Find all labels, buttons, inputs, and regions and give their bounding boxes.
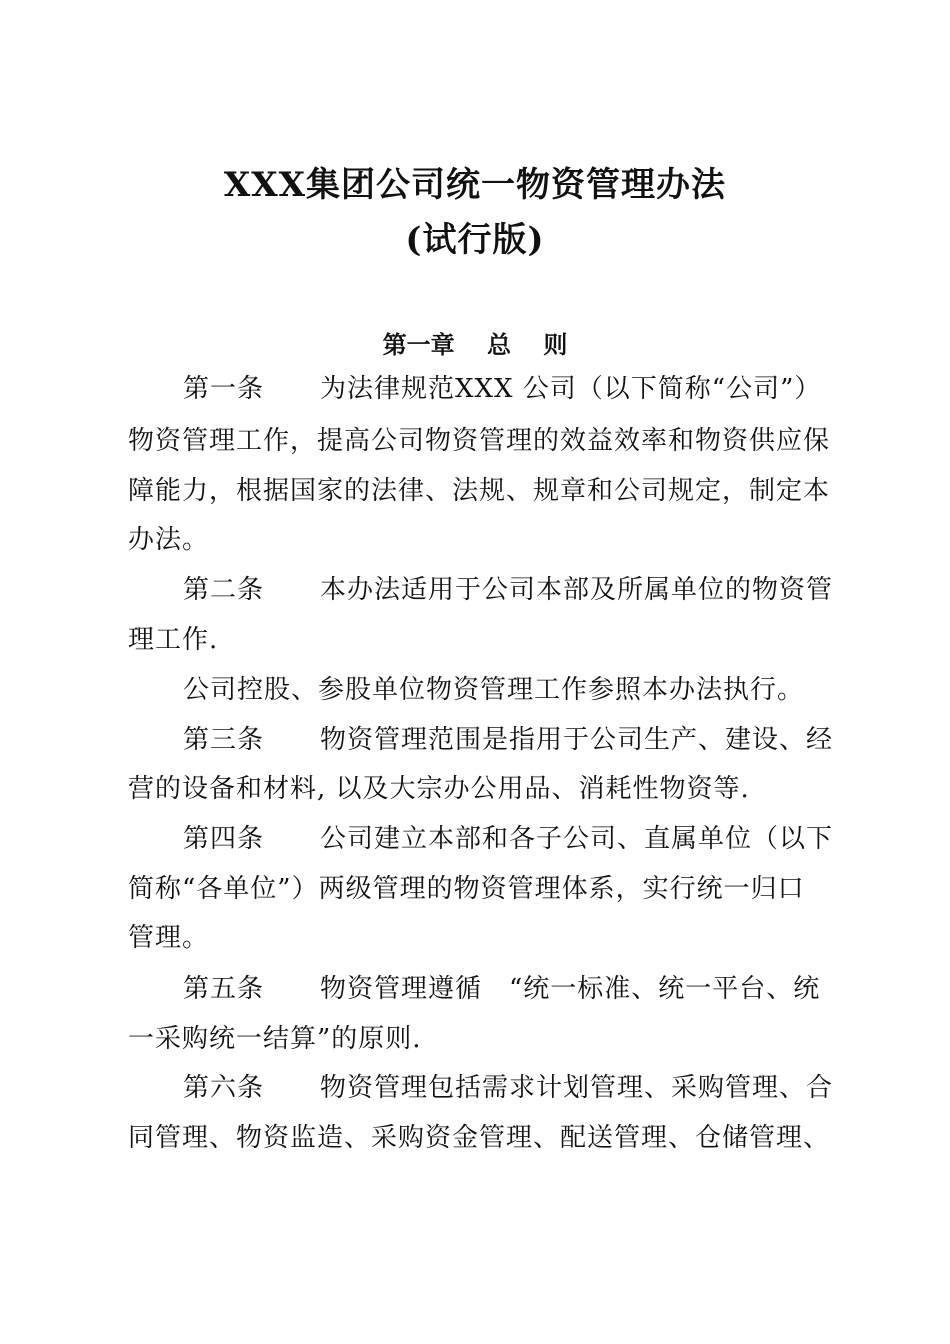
article-1-line: 物资管理工作，提高公司物资管理的效益效率和物资供应保 bbox=[128, 426, 831, 456]
chapter-heading: 第一章 总 则 bbox=[382, 330, 568, 359]
article-1-first-line bbox=[183, 372, 821, 406]
article-1-label: 第一条 bbox=[183, 374, 265, 404]
article-5-first-line bbox=[183, 972, 820, 1006]
article-1-text: 为法律规范XXX 公司（以下简称“公司”） bbox=[320, 374, 822, 404]
article-3-label: 第三条 bbox=[183, 725, 265, 755]
article-6-first-line bbox=[183, 1071, 833, 1105]
article-2-line: 理工作. bbox=[128, 625, 219, 655]
article-2-label: 第二条 bbox=[183, 575, 265, 605]
article-2-extra-paragraph: 公司控股、参股单位物资管理工作参照本办法执行。 bbox=[183, 675, 805, 705]
article-3-first-line bbox=[183, 723, 833, 757]
article-3-line: 营的设备和材料, 以及大宗办公用品、消耗性物资等. bbox=[128, 774, 750, 804]
article-2-first-line bbox=[183, 573, 833, 607]
article-1-line: 办法。 bbox=[128, 525, 210, 555]
document-title: XXX集团公司统一物资管理办法 bbox=[223, 165, 727, 205]
article-4-line: 管理。 bbox=[128, 923, 210, 953]
article-1-line: 障能力，根据国家的法律、法规、规章和公司规定，制定本 bbox=[128, 476, 831, 506]
article-4-label: 第四条 bbox=[183, 824, 265, 854]
article-6-line: 同管理、物资监造、采购资金管理、配送管理、仓储管理、 bbox=[128, 1123, 831, 1153]
article-3-text: 物资管理范围是指用于公司生产、建设、经 bbox=[320, 725, 834, 755]
article-4-line: 简称“各单位”）两级管理的物资管理体系，实行统一归口 bbox=[128, 874, 805, 904]
article-4-text: 公司建立本部和各子公司、直属单位（以下 bbox=[320, 824, 834, 854]
article-2-text: 本办法适用于公司本部及所属单位的物资管 bbox=[320, 575, 834, 605]
article-6-label: 第六条 bbox=[183, 1073, 265, 1103]
article-5-text: 物资管理遵循 “统一标准、统一平台、统 bbox=[320, 974, 821, 1004]
article-6-text: 物资管理包括需求计划管理、采购管理、合 bbox=[320, 1073, 834, 1103]
article-4-first-line bbox=[183, 822, 833, 856]
document-subtitle: (试行版) bbox=[405, 220, 545, 260]
article-5-line: 一采购统一结算”的原则. bbox=[128, 1024, 422, 1054]
article-5-label: 第五条 bbox=[183, 974, 265, 1004]
